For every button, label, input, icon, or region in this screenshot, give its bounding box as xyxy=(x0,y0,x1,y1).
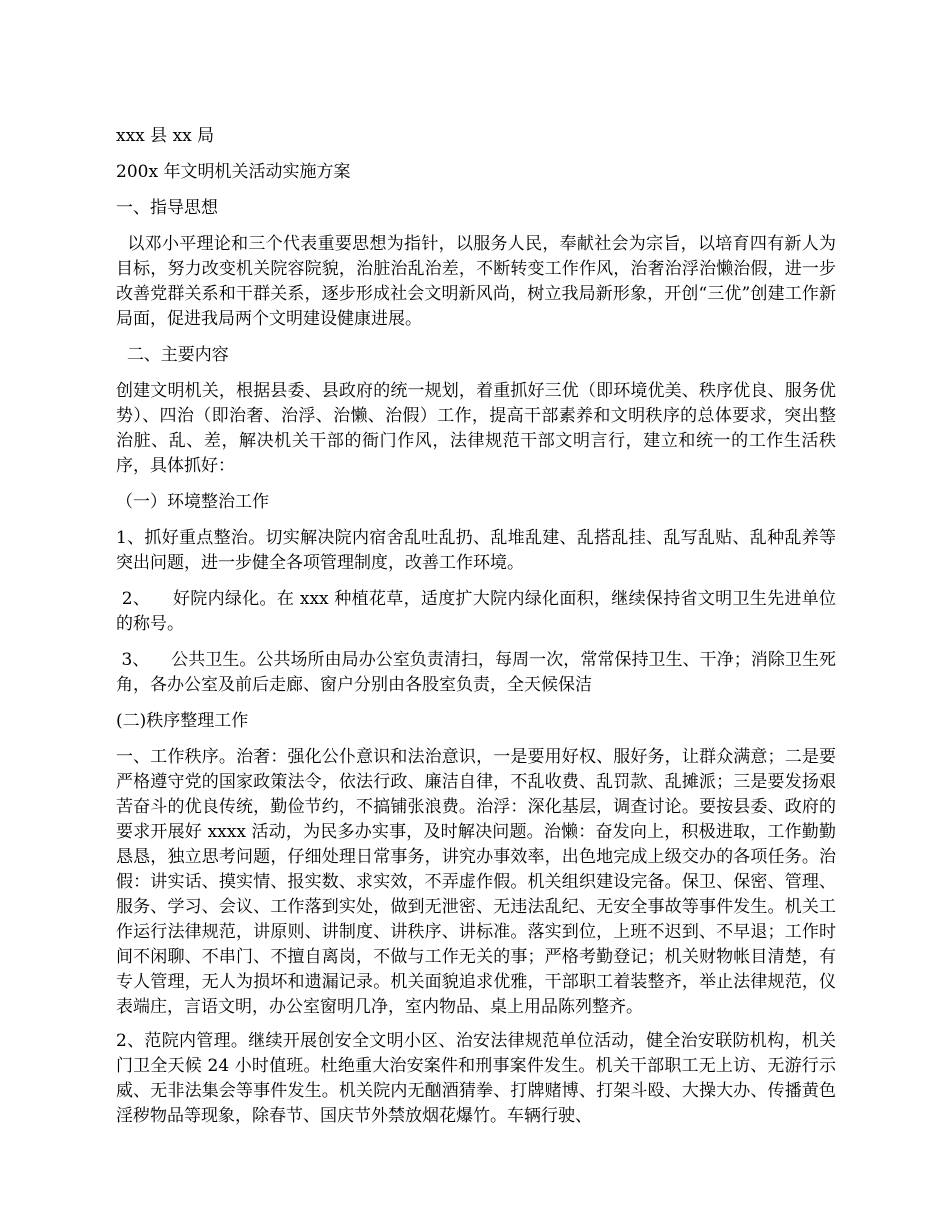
sub2-heading: (二)秩序整理工作 xyxy=(116,711,249,731)
order-1: 一、工作秩序。治奢：强化公仆意识和法治意识，一是要用好权、服好务，让群众满意；二是要严格遵守党的国家政策法令，依法行政、廉洁自律，不乱收费、乱罚款、乱摊派；三是要发扬艰苦奋斗的优良传统，勤俭节约，不搞铺张浪费。治浮：深化基层，调查讨论。要按县委、政府的要求开展好 xxxx 活动，为民多办实事，及时解决问题。治懒：奋发向上，积极进取，工作勤勤恳恳，独立思考问题，仔细处理日常事务，讲究办事效率，出色地完成上级交办的各项任务。治假：讲实话、摸实情、报实数、求实效，不弄虚作假。机关组织建设完备。保卫、保密、管理、服务、学习、会议、工作落到实处，做到无泄密、无违法乱纪、无安全事故等事件发生。机关工作运行法律规范，讲原则、讲制度、讲秩序、讲标准。落实到位，上班不迟到、不早退；工作时间不闲聊、不串门、不擅自离岗，不做与工作无关的事；严格考勤登记；机关财物帐目清楚，有专人管理，无人为损坏和遗漏记录。机关面貌追求优雅，干部职工着装整齐，举止法律规范，仪表端庄，言语文明，办公室窗明几净，室内物品、桌上用品陈列整齐。 xyxy=(116,747,836,1017)
section2-body: 创建文明机关，根据县委、县政府的统一规划，着重抓好三优（即环境优美、秩序优良、服务优势）、四治（即治奢、治浮、治懒、治假）工作，提高干部素养和文明秩序的总体要求，突出整治脏、乱、差，解决机关干部的衙门作风，法律规范干部文明言行，建立和统一的工作生活秩序，具体抓好： xyxy=(116,381,836,476)
document-title: 200x 年文明机关活动实施方案 xyxy=(116,162,351,182)
item-1: 1、抓好重点整治。切实解决院内宿舍乱吐乱扔、乱堆乱建、乱搭乱挂、乱写乱贴、乱种乱养等突出问题，进一步健全各项管理制度，改善工作环境。 xyxy=(116,528,836,573)
item-3: 3、 公共卫生。公共场所由局办公室负责清扫，每周一次，常常保持卫生、干净；消除卫生死角，各办公室及前后走廊、窗户分别由各股室负责，全天候保洁 xyxy=(116,650,836,695)
org-line: xxx 县 xx 局 xyxy=(116,126,215,146)
section1-body: 以邓小平理论和三个代表重要思想为指针，以服务人民，奉献社会为宗旨，以培育四有新人为目标，努力改变机关院容院貌，治脏治乱治差，不断转变工作作风，治奢治浮治懒治假，进一步改善党群关系和干群关系，逐步形成社会文明新风尚，树立我局新形象，开创“三优”创建工作新局面，促进我局两个文明建设健康进展。 xyxy=(116,234,836,329)
order-2: 2、范院内管理。继续开展创安全文明小区、治安法律规范单位活动，健全治安联防机构，机关门卫全天候 24 小时值班。杜绝重大治安案件和刑事案件发生。机关干部职工无上访、无游行示威、无非法集会等事件发生。机关院内无酗酒猜拳、打牌赌博、打架斗殴、大操大办、传播黄色淫秽物品等现象，除春节、国庆节外禁放烟花爆竹。车辆行驶、 xyxy=(116,1031,836,1126)
document-page xyxy=(116,124,836,1129)
sub1-heading: （一）环境整治工作 xyxy=(116,492,269,512)
section2-heading: 二、主要内容 xyxy=(116,345,229,365)
item-2: 2、 好院内绿化。在 xxx 种植花草，适度扩大院内绿化面积，继续保持省文明卫生先进单位的称号。 xyxy=(116,589,837,634)
section1-heading: 一、指导思想 xyxy=(116,198,218,218)
